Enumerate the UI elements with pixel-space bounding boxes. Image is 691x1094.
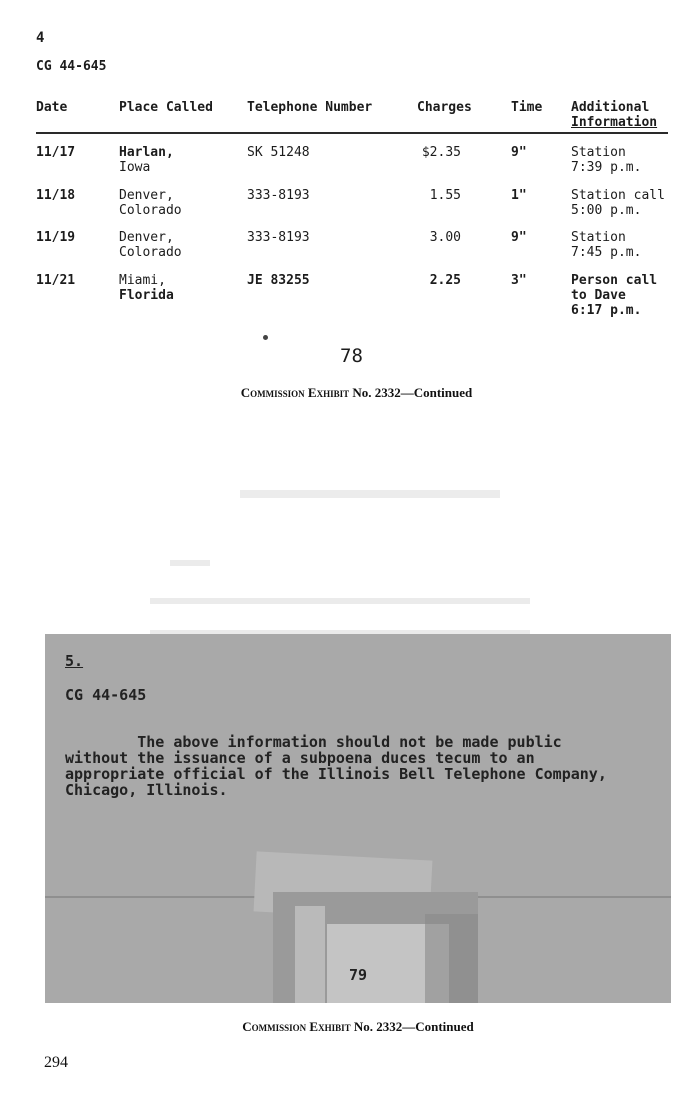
header-date: Date xyxy=(36,100,68,115)
cell-info-line1: Station xyxy=(571,230,626,245)
cell-place-line2: Colorado xyxy=(119,245,182,260)
cell-place-line2: Colorado xyxy=(119,203,182,218)
cell-charges: $2.35 xyxy=(421,145,461,160)
cell-place-line1: Harlan, xyxy=(119,145,174,160)
cell-charges: 2.25 xyxy=(429,273,461,288)
cell-place-line2: Florida xyxy=(119,288,174,303)
bleed-through xyxy=(150,480,530,640)
cell-time: 9" xyxy=(511,230,527,245)
cell-info-line1: Station call xyxy=(571,188,665,203)
header-information: Information xyxy=(571,115,658,130)
volume-page-number: 294 xyxy=(44,1054,68,1071)
ink-dot xyxy=(263,335,268,340)
cell-time: 1" xyxy=(511,188,527,203)
exhibit-caption xyxy=(0,385,691,401)
page-number: 4 xyxy=(36,30,45,46)
cell-place-line2: Iowa xyxy=(119,160,151,175)
cell-info-line2: 5:00 p.m. xyxy=(571,203,642,218)
header-place-called: Place Called xyxy=(119,100,213,115)
caption-rest: No. 2332—Continued xyxy=(349,385,473,400)
cell-info-line3: 6:17 p.m. xyxy=(571,303,642,318)
caption-prefix: Commission Exhibit xyxy=(240,385,350,400)
cell-date: 11/19 xyxy=(36,230,76,245)
cell-info-line1: Station xyxy=(571,145,626,160)
cell-info-line1: Person call xyxy=(571,273,658,288)
caption-prefix: Commission Exhibit xyxy=(242,1019,351,1034)
cell-phone: 333-8193 xyxy=(247,188,310,203)
header-telephone-number: Telephone Number xyxy=(247,100,373,115)
photo-file-number: CG 44-645 xyxy=(65,686,147,704)
photo-exhibit-page: 79 xyxy=(349,966,368,984)
file-number: CG 44-645 xyxy=(36,59,107,74)
cell-charges: 3.00 xyxy=(429,230,461,245)
cell-charges: 1.55 xyxy=(429,188,461,203)
photo-page-number: 5. xyxy=(65,652,84,670)
photographed-page xyxy=(45,634,671,1003)
tape-strip xyxy=(425,914,478,1003)
cell-date: 11/17 xyxy=(36,145,76,160)
cell-time: 9" xyxy=(511,145,527,160)
header-additional: Additional xyxy=(571,100,650,115)
cell-time: 3" xyxy=(511,273,527,288)
header-time: Time xyxy=(511,100,543,115)
cell-info-line2: to Dave xyxy=(571,288,626,303)
tape-strip xyxy=(295,906,325,1003)
cell-info-line2: 7:39 p.m. xyxy=(571,160,642,175)
cell-info-line2: 7:45 p.m. xyxy=(571,245,642,260)
photo-paragraph: The above information should not be made public without the issuance of a subpoena duces tecum to an appropriate official of the Illinois Bell Telephone Company, Chicago, Illinois. xyxy=(65,733,607,799)
cell-place-line1: Miami, xyxy=(119,273,166,288)
exhibit-caption xyxy=(0,1019,691,1035)
cell-place-line1: Denver, xyxy=(119,188,174,203)
caption-rest: No. 2332—Continued xyxy=(350,1019,474,1034)
cell-phone: 333-8193 xyxy=(247,230,310,245)
cell-date: 11/21 xyxy=(36,273,76,288)
header-charges: Charges xyxy=(417,100,472,115)
cell-phone: JE 83255 xyxy=(247,273,310,288)
exhibit-page-number: 78 xyxy=(340,345,363,367)
cell-phone: SK 51248 xyxy=(247,145,310,160)
cell-place-line1: Denver, xyxy=(119,230,174,245)
cell-date: 11/18 xyxy=(36,188,76,203)
header-rule xyxy=(36,132,668,134)
